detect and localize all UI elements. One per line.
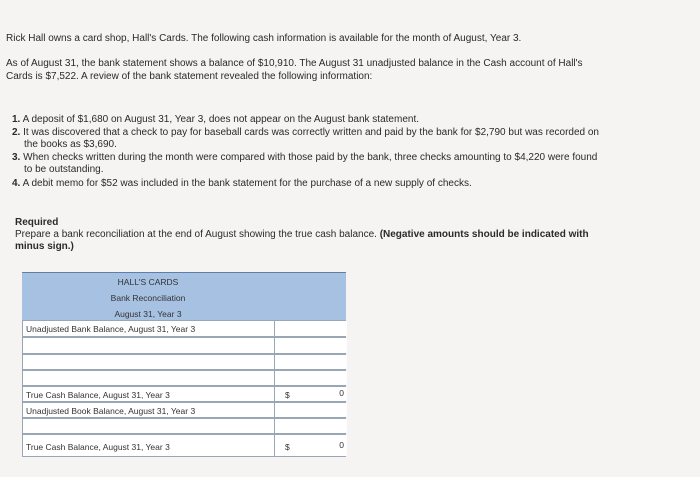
row-label-true-cash-2: True Cash Balance, August 31, Year 3 xyxy=(26,442,170,452)
true-cash-value-2: 0 xyxy=(339,440,344,450)
item-3-continued: to be outstanding. xyxy=(24,164,104,175)
amount-input[interactable] xyxy=(275,321,347,336)
required-title: Required xyxy=(15,217,59,228)
label-input[interactable] xyxy=(23,338,275,353)
table-row xyxy=(22,434,346,457)
dollar-sign: $ xyxy=(285,390,290,400)
true-cash-value-1: 0 xyxy=(339,388,344,398)
intro-text: Rick Hall owns a card shop, Hall's Cards. The following cash information is available for the month of August, Year 3. xyxy=(6,33,522,44)
bank-reconciliation-table xyxy=(22,272,346,457)
statement-title: Bank Reconciliation xyxy=(110,293,186,303)
company-name: HALL'S CARDS xyxy=(117,277,179,287)
table-row xyxy=(22,418,346,434)
item-text: A deposit of $1,680 on August 31, Year 3, does not appear on the August bank statement. xyxy=(22,114,419,125)
item-3 xyxy=(12,152,597,164)
item-number: 4. xyxy=(12,178,21,189)
negative-note-continued: minus sign.) xyxy=(15,241,74,252)
item-2-continued: the books as $3,690. xyxy=(24,139,117,150)
item-number: 3. xyxy=(12,152,21,163)
amount-input[interactable] xyxy=(275,403,347,417)
item-text: When checks written during the month were compared with those paid by the bank, three checks amounting to $4,220 were found xyxy=(23,152,598,163)
amount-input[interactable] xyxy=(275,419,347,433)
row-label-unadjusted-book: Unadjusted Book Balance, August 31, Year 3 xyxy=(26,406,196,416)
item-number: 2. xyxy=(12,127,21,138)
table-row xyxy=(22,402,346,418)
required-text xyxy=(15,229,589,241)
amount-input[interactable] xyxy=(275,338,347,353)
row-label-unadjusted-bank: Unadjusted Bank Balance, August 31, Year 3 xyxy=(26,324,196,334)
statement-date: August 31, Year 3 xyxy=(114,309,182,319)
negative-note: (Negative amounts should be indicated with xyxy=(379,229,589,240)
amount-input[interactable] xyxy=(275,371,347,385)
item-text: A debit memo for $52 was included in the bank statement for the purchase of a new supply of checks. xyxy=(22,178,472,189)
table-row xyxy=(22,337,346,354)
row-label-true-cash-1: True Cash Balance, August 31, Year 3 xyxy=(26,390,170,400)
dollar-sign: $ xyxy=(285,442,290,452)
amount-input[interactable] xyxy=(275,355,347,369)
item-number: 1. xyxy=(12,114,21,125)
table-row xyxy=(22,386,346,402)
item-text: It was discovered that a check to pay for baseball cards was correctly written and paid by the bank for $2,790 but was recorded on xyxy=(23,127,599,138)
table-row xyxy=(22,320,346,337)
item-4 xyxy=(12,178,472,190)
label-input[interactable] xyxy=(23,355,275,369)
label-input[interactable] xyxy=(23,419,275,433)
label-input[interactable] xyxy=(23,371,275,385)
table-row xyxy=(22,370,346,386)
table-row xyxy=(22,354,346,370)
item-1 xyxy=(12,114,419,126)
item-2 xyxy=(12,127,599,139)
paragraph-line-2: Cards is $7,522. A review of the bank statement revealed the following information: xyxy=(6,71,373,82)
paragraph-line-1: As of August 31, the bank statement shows a balance of $10,910. The August 31 unadjusted balance in the Cash account of Hall's xyxy=(6,58,583,69)
required-instruction: Prepare a bank reconciliation at the end of August showing the true cash balance. xyxy=(15,229,377,240)
